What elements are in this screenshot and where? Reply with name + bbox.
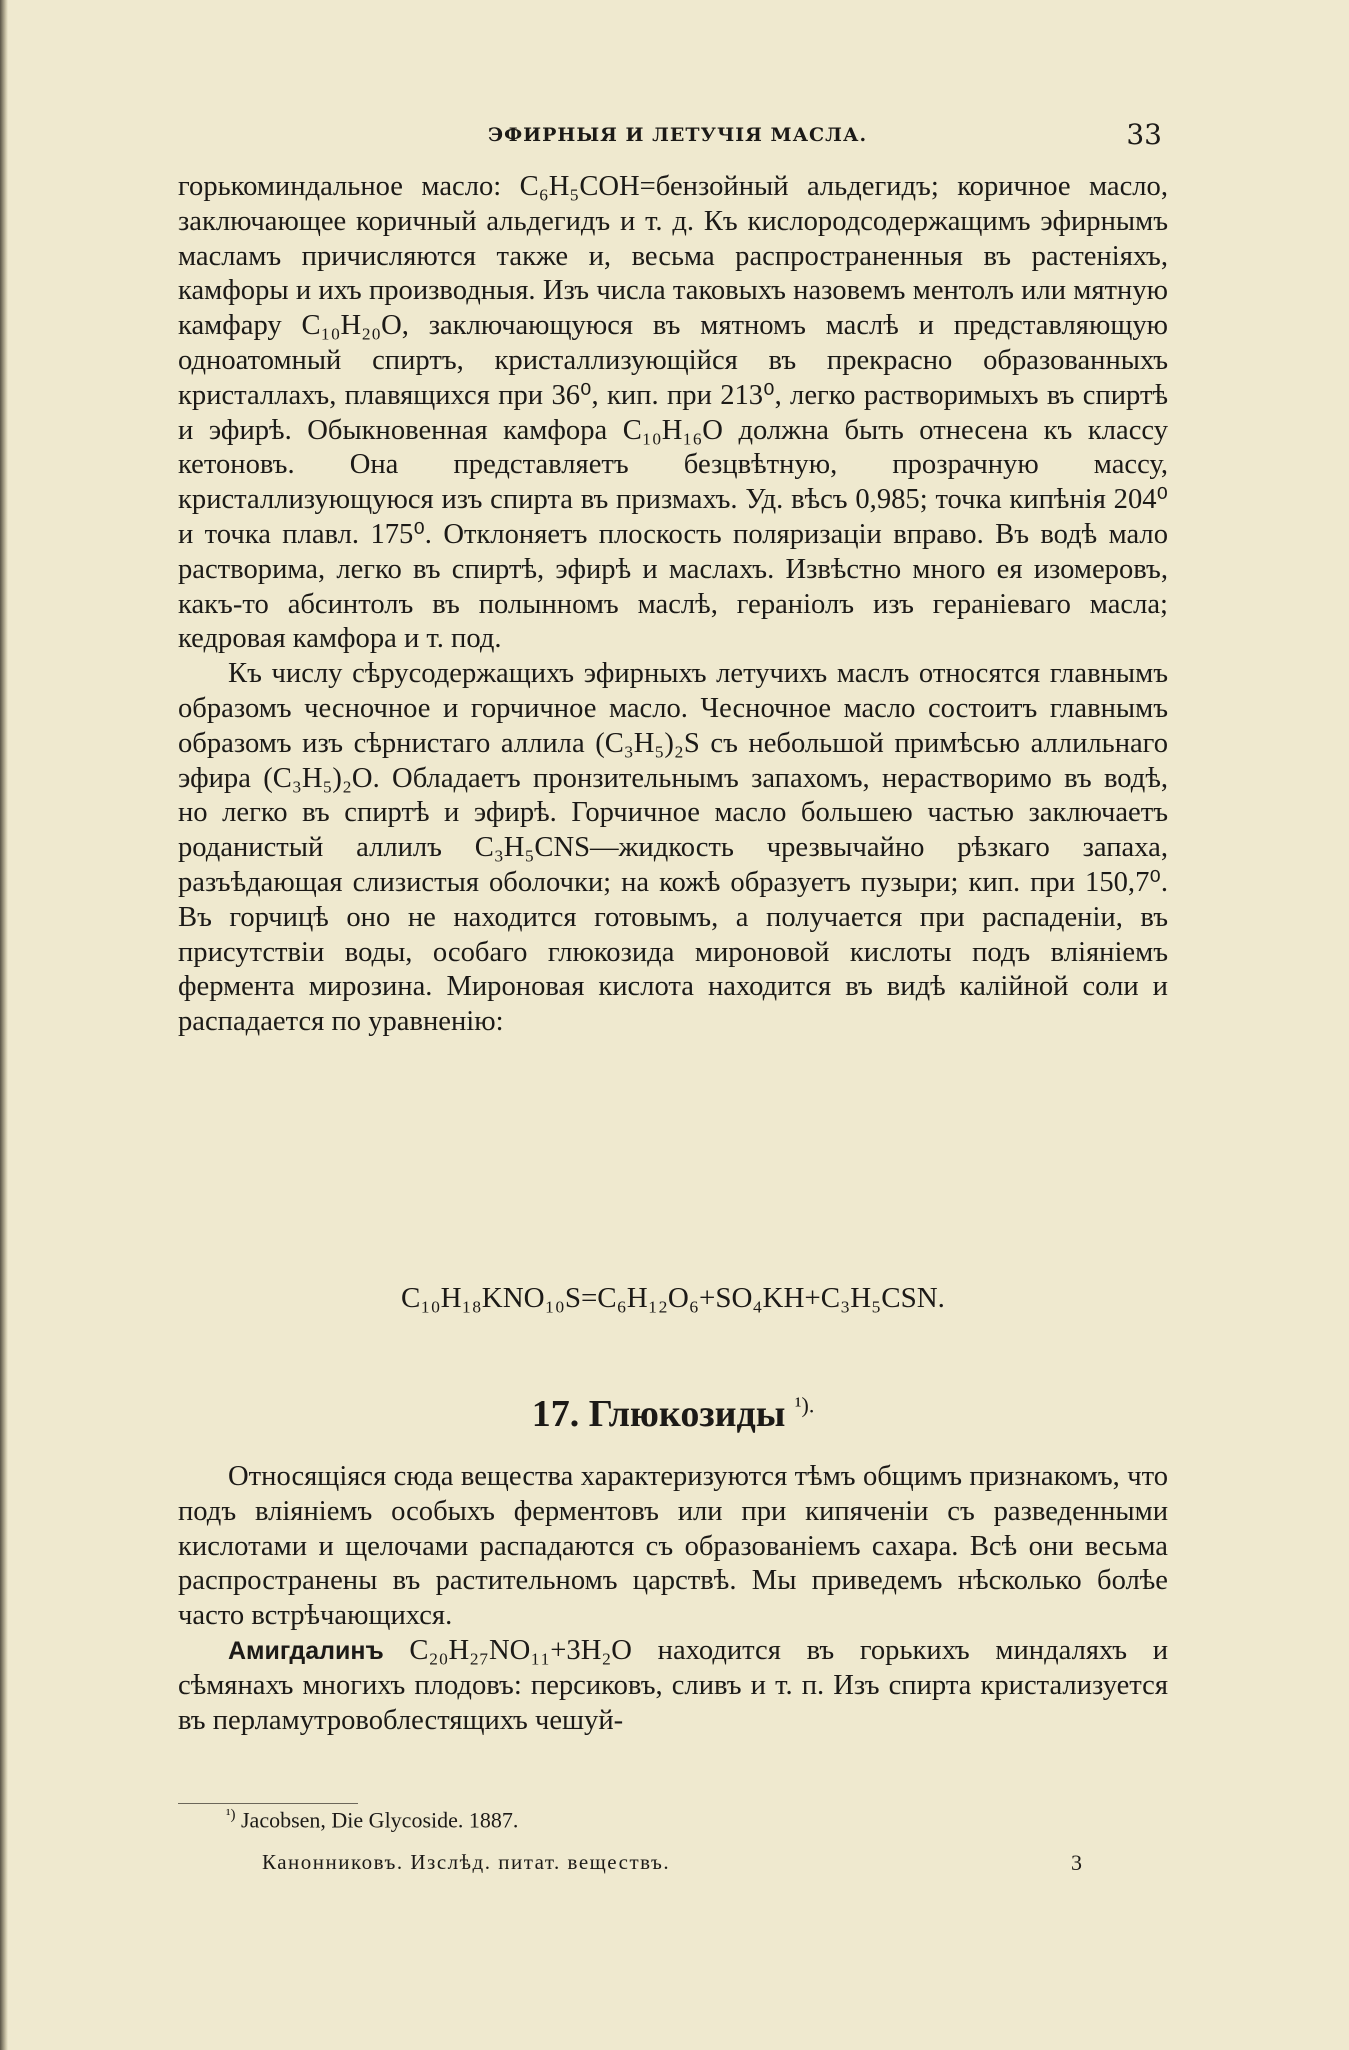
reaction-formula: C₁₀H₁₈KNO₁₀S=C₆H₁₂O₆+SO₄KH+C₃H₅CSN. [401,1282,945,1314]
paragraph-amygdalin [178,1634,1168,1738]
term-amygdalin: Амигдалинъ [228,1636,384,1665]
paragraph-essential-oils: горькоминдальное масло: C₆H₅COH=бензойный альдегидъ; коричное масло, заключающее коричный альдегидъ и т. д. Къ кислородсодержащимъ эфирнымъ масламъ причисляются также и, весьма распространенныя въ растеніяхъ, камфоры и ихъ производныя. Изъ числа таковыхъ назовемъ ментолъ или мятную камфару C₁₀H₂₀O, заключающуюся въ мятномъ маслѣ и представляющую одноатомный спиртъ, кристаллизующійся въ прекрасно образованныхъ кристаллахъ, плавящихся при 36⁰, кип. при 213⁰, легко растворимыхъ въ спиртѣ и эфирѣ. Обыкновенная камфора C₁₀H₁₆O должна быть отнесена къ классу кетоновъ. Она представляетъ безцвѣтную, прозрачную массу, кристаллизующуюся изъ спирта въ призмахъ. Уд. вѣсъ 0,985; точка кипѣнія 204⁰ и точка плавл. 175⁰. Отклоняетъ плоскость поляризаціи вправо. Въ водѣ мало растворима, легко въ спиртѣ, эфирѣ и маслахъ. Извѣстно много ея изомеровъ, какъ-то абсинтолъ въ полынномъ маслѣ, гераніолъ изъ гераніеваго масла; кедровая камфора и т. под. [178,171,1168,655]
page-edge [0,0,8,2050]
paragraph-sulfur-oils: Къ числу сѣрусодержащихъ эфирныхъ летучихъ маслъ относятся главнымъ образомъ чесночное и горчичное масло. Чесночное масло состоитъ главнымъ образомъ изъ сѣрнистаго аллила (C₃H₅)₂S съ небольшой примѣсью аллильнаго эфира (C₃H₅)₂O. Обладаетъ пронзительнымъ запахомъ, нерастворимо въ водѣ, но легко въ спиртѣ и эфирѣ. Горчичное масло большею частью заключаетъ роданистый аллилъ C₃H₅CNS—жидкость чрезвычайно рѣзкаго запаха, разъѣдающая слизистыя оболочки; на кожѣ образуетъ пузыри; кип. при 150,7⁰. Въ горчицѣ оно не находится готовымъ, а получается при распаденіи, въ присутствіи воды, особаго глюкозида мироновой кислоты подъ вліяніемъ фермента мирозина. Мироновая кислота находится въ видѣ калійной соли и распадается по уравненію: [178,658,1168,1038]
section-title: 17. Глюкозиды [531,1393,786,1435]
page-number: 33 [1126,118,1162,151]
footnote-reference: ¹). [794,1392,815,1418]
printer-signature [262,1850,1082,1875]
page-header [178,118,1168,158]
footnote-text: Jacobsen, Die Glycoside. 1887. [235,1807,519,1833]
paragraph-glycosides-intro: Относящіяся сюда вещества характеризуются тѣмъ общимъ признакомъ, что подъ вліяніемъ особыхъ ферментовъ или при кипяченіи съ разведенными кислотами и щелочами распадаются съ образованіемъ сахара. Всѣ они весьма распространены въ растительномъ царствѣ. Мы приведемъ нѣсколько болѣе часто встрѣчающихся. [178,1461,1168,1632]
amygdalin-text: C₂₀H₂₇NO₁₁+3H₂O находится въ горькихъ миндаляхъ и сѣмянахъ многихъ плодовъ: персиковъ, сливъ и т. п. Изъ спирта кристализуется въ перламутровоблестящихъ чешуй- [178,1634,1168,1736]
sheet-number: 3 [1071,1850,1082,1875]
footnote [226,1807,518,1833]
main-text [178,170,1168,1040]
footnote-divider [178,1803,358,1804]
section-heading [178,1392,1168,1436]
footnote-mark: ¹) [226,1807,236,1823]
running-head: ЭФИРНЫЯ И ЛЕТУЧІЯ МАСЛА. [488,124,868,146]
signature-text: Канонниковъ. Изслѣд. питат. веществъ. [262,1850,671,1874]
glycosides-text [178,1460,1168,1738]
